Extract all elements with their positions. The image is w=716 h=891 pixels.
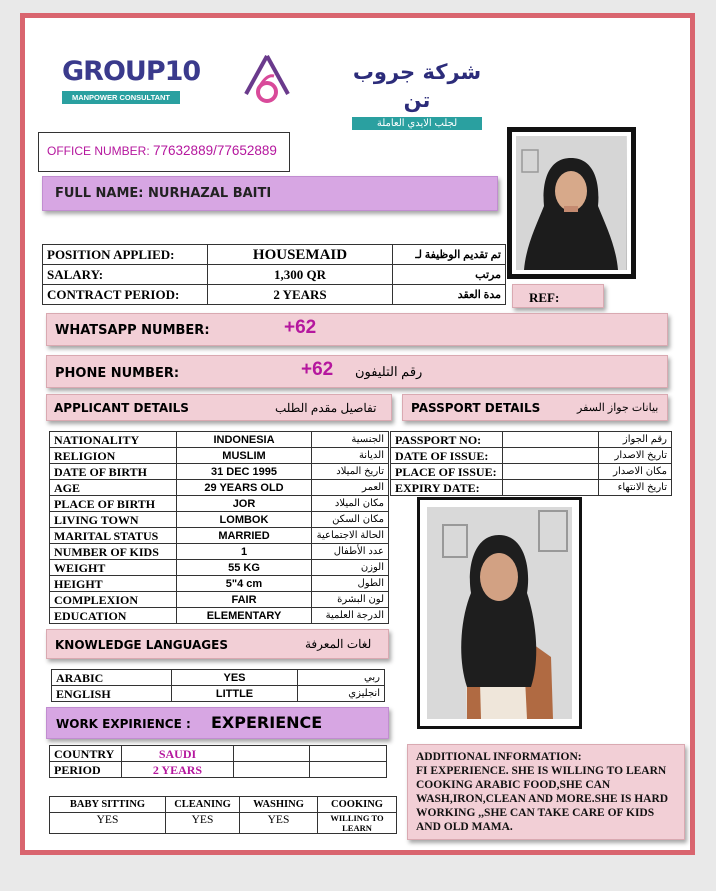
logo-main-text: GROUP10 — [62, 56, 201, 87]
table-row — [50, 544, 389, 560]
detail-label: COMPLEXION — [50, 592, 177, 608]
whatsapp-bar — [46, 313, 668, 346]
detail-ar: العمر — [312, 480, 389, 496]
passport-ar: تاريخ الاصدار — [599, 448, 672, 464]
table-row — [50, 448, 389, 464]
table-row — [50, 464, 389, 480]
contract-label: CONTRACT PERIOD: — [43, 285, 208, 305]
table-row — [391, 480, 672, 496]
detail-value: MARRIED — [177, 528, 312, 544]
applicant-photo-top — [507, 127, 636, 279]
passport-ar: مكان الاصدار — [599, 464, 672, 480]
phone-value: +62 — [301, 359, 334, 380]
salary-label: SALARY: — [43, 265, 208, 285]
table-row — [50, 608, 389, 624]
detail-label: AGE — [50, 480, 177, 496]
whatsapp-label: WHATSAPP NUMBER: — [55, 323, 210, 338]
passport-details-ar: بيانات جواز السفر — [577, 402, 659, 414]
phone-ar: رقم التليفون — [355, 364, 423, 379]
table-row — [43, 245, 506, 265]
detail-label: NATIONALITY — [50, 432, 177, 448]
detail-value: 5"4 cm — [177, 576, 312, 592]
detail-value: MUSLIM — [177, 448, 312, 464]
table-row — [50, 797, 397, 813]
period-value: 2 YEARS — [122, 762, 234, 778]
work-experience-value: EXPERIENCE — [211, 713, 323, 732]
languages-ar: لغات المعرفة — [305, 637, 372, 651]
period-label: PERIOD — [50, 762, 122, 778]
office-number-label: OFFICE NUMBER: — [47, 144, 150, 158]
passport-label: PASSPORT NO: — [391, 432, 503, 448]
passport-details-bar — [402, 394, 668, 421]
arabic-company-sub: لجلب الايدي العاملة — [352, 117, 482, 130]
detail-label: MARITAL STATUS — [50, 528, 177, 544]
detail-ar: لون البشرة — [312, 592, 389, 608]
detail-value: FAIR — [177, 592, 312, 608]
table-row — [50, 746, 387, 762]
detail-ar: مكان الميلاد — [312, 496, 389, 512]
additional-info-box — [407, 744, 685, 840]
work-empty-cell — [234, 762, 310, 778]
passport-value — [503, 432, 599, 448]
ref-box — [512, 284, 604, 308]
additional-info-title: ADDITIONAL INFORMATION: — [416, 751, 582, 763]
center-emblem-icon — [240, 52, 294, 108]
table-row — [50, 592, 389, 608]
contract-ar: مدة العقد — [393, 285, 506, 305]
full-name-value: NURHAZAL BAITI — [148, 186, 272, 201]
detail-value: LOMBOK — [177, 512, 312, 528]
table-row — [50, 512, 389, 528]
language-label: ARABIC — [52, 670, 172, 686]
detail-value: ELEMENTARY — [177, 608, 312, 624]
detail-ar: الحالة الاجتماعية — [312, 528, 389, 544]
table-row — [50, 496, 389, 512]
phone-bar — [46, 355, 668, 388]
passport-value — [503, 480, 599, 496]
table-row — [50, 432, 389, 448]
table-row — [43, 285, 506, 305]
arabic-company-name: شركة جروب تن — [352, 60, 482, 112]
table-row — [52, 686, 385, 702]
language-ar: انجليزي — [298, 686, 385, 702]
detail-value: 31 DEC 1995 — [177, 464, 312, 480]
detail-ar: الوزن — [312, 560, 389, 576]
additional-info-text: FI EXPERIENCE. SHE IS WILLING TO LEARN COOKING ARABIC FOOD,SHE CAN WASH,IRON,CLEAN AND MORE.SHE IS HARD WORKING ,,SHE CAN TAKE CARE OF KIDS AND OLD MAMA. — [416, 765, 669, 833]
detail-label: NUMBER OF KIDS — [50, 544, 177, 560]
skill-head: CLEANING — [166, 797, 240, 813]
detail-label: PLACE OF BIRTH — [50, 496, 177, 512]
detail-label: LIVING TOWN — [50, 512, 177, 528]
applicant-photo-large — [417, 497, 582, 729]
work-empty-cell — [310, 746, 387, 762]
table-row — [391, 432, 672, 448]
table-row — [50, 480, 389, 496]
passport-value — [503, 448, 599, 464]
skill-head: WASHING — [240, 797, 318, 813]
arabic-logo — [352, 58, 482, 129]
work-experience-table — [49, 745, 387, 778]
detail-label: WEIGHT — [50, 560, 177, 576]
passport-table — [390, 431, 672, 496]
contract-value: 2 YEARS — [208, 285, 393, 305]
full-name-bar — [42, 176, 498, 211]
languages-label: KNOWLEDGE LANGUAGES — [55, 638, 228, 652]
detail-ar: الديانة — [312, 448, 389, 464]
table-row — [43, 265, 506, 285]
country-label: COUNTRY — [50, 746, 122, 762]
skills-table — [49, 796, 397, 834]
work-experience-label: WORK EXPIRIENCE : — [56, 717, 191, 731]
detail-label: RELIGION — [50, 448, 177, 464]
applicant-details-table — [49, 431, 389, 624]
position-value: HOUSEMAID — [208, 245, 393, 265]
logo-sub-text: MANPOWER CONSULTANT — [62, 91, 180, 104]
work-empty-cell — [310, 762, 387, 778]
table-row — [391, 464, 672, 480]
languages-table — [51, 669, 385, 702]
detail-ar: تاريخ الميلاد — [312, 464, 389, 480]
applicant-details-label: APPLICANT DETAILS — [54, 401, 189, 415]
work-experience-bar — [46, 707, 389, 739]
language-value: YES — [172, 670, 298, 686]
work-empty-cell — [234, 746, 310, 762]
detail-label: EDUCATION — [50, 608, 177, 624]
table-row — [52, 670, 385, 686]
language-ar: ربي — [298, 670, 385, 686]
passport-label: EXPIRY DATE: — [391, 480, 503, 496]
passport-label: PLACE OF ISSUE: — [391, 464, 503, 480]
detail-value: 1 — [177, 544, 312, 560]
table-row — [50, 576, 389, 592]
table-row — [50, 560, 389, 576]
applicant-details-ar: تفاصيل مقدم الطلب — [275, 401, 377, 415]
passport-value — [503, 464, 599, 480]
detail-label: HEIGHT — [50, 576, 177, 592]
detail-value: 29 YEARS OLD — [177, 480, 312, 496]
full-name-label: FULL NAME: — [55, 186, 144, 201]
skill-head: BABY SITTING — [50, 797, 166, 813]
country-value: SAUDI — [122, 746, 234, 762]
person-full-portrait-icon — [427, 507, 572, 719]
detail-value: 55 KG — [177, 560, 312, 576]
detail-ar: الدرجة العلمية — [312, 608, 389, 624]
phone-label: PHONE NUMBER: — [55, 366, 180, 381]
language-value: LITTLE — [172, 686, 298, 702]
salary-value: 1,300 QR — [208, 265, 393, 285]
detail-value: JOR — [177, 496, 312, 512]
languages-bar — [46, 629, 389, 659]
table-row — [50, 762, 387, 778]
detail-ar: عدد الأطفال — [312, 544, 389, 560]
applicant-details-bar — [46, 394, 392, 421]
skill-value: WILLING TO LEARN — [318, 813, 397, 834]
salary-ar: مرتب — [393, 265, 506, 285]
skill-value: YES — [50, 813, 166, 834]
table-row — [50, 528, 389, 544]
position-label: POSITION APPLIED: — [43, 245, 208, 265]
passport-ar: رقم الجواز — [599, 432, 672, 448]
table-row — [391, 448, 672, 464]
office-number-value: 77632889/77652889 — [153, 143, 277, 158]
detail-label: DATE OF BIRTH — [50, 464, 177, 480]
group10-logo — [62, 56, 201, 109]
position-table — [42, 244, 506, 305]
detail-ar: مكان السكن — [312, 512, 389, 528]
position-ar: تم تقديم الوظيفة لـ — [393, 245, 506, 265]
whatsapp-value: +62 — [284, 317, 317, 338]
passport-details-label: PASSPORT DETAILS — [411, 401, 541, 415]
skill-value: YES — [240, 813, 318, 834]
person-portrait-icon — [516, 136, 626, 270]
table-row — [50, 813, 397, 834]
office-number-box — [38, 132, 290, 172]
detail-ar: الطول — [312, 576, 389, 592]
passport-ar: تاريخ الانتهاء — [599, 480, 672, 496]
passport-label: DATE OF ISSUE: — [391, 448, 503, 464]
ref-label: REF: — [529, 290, 560, 305]
language-label: ENGLISH — [52, 686, 172, 702]
detail-value: INDONESIA — [177, 432, 312, 448]
skill-head: COOKING — [318, 797, 397, 813]
skill-value: YES — [166, 813, 240, 834]
detail-ar: الجنسية — [312, 432, 389, 448]
